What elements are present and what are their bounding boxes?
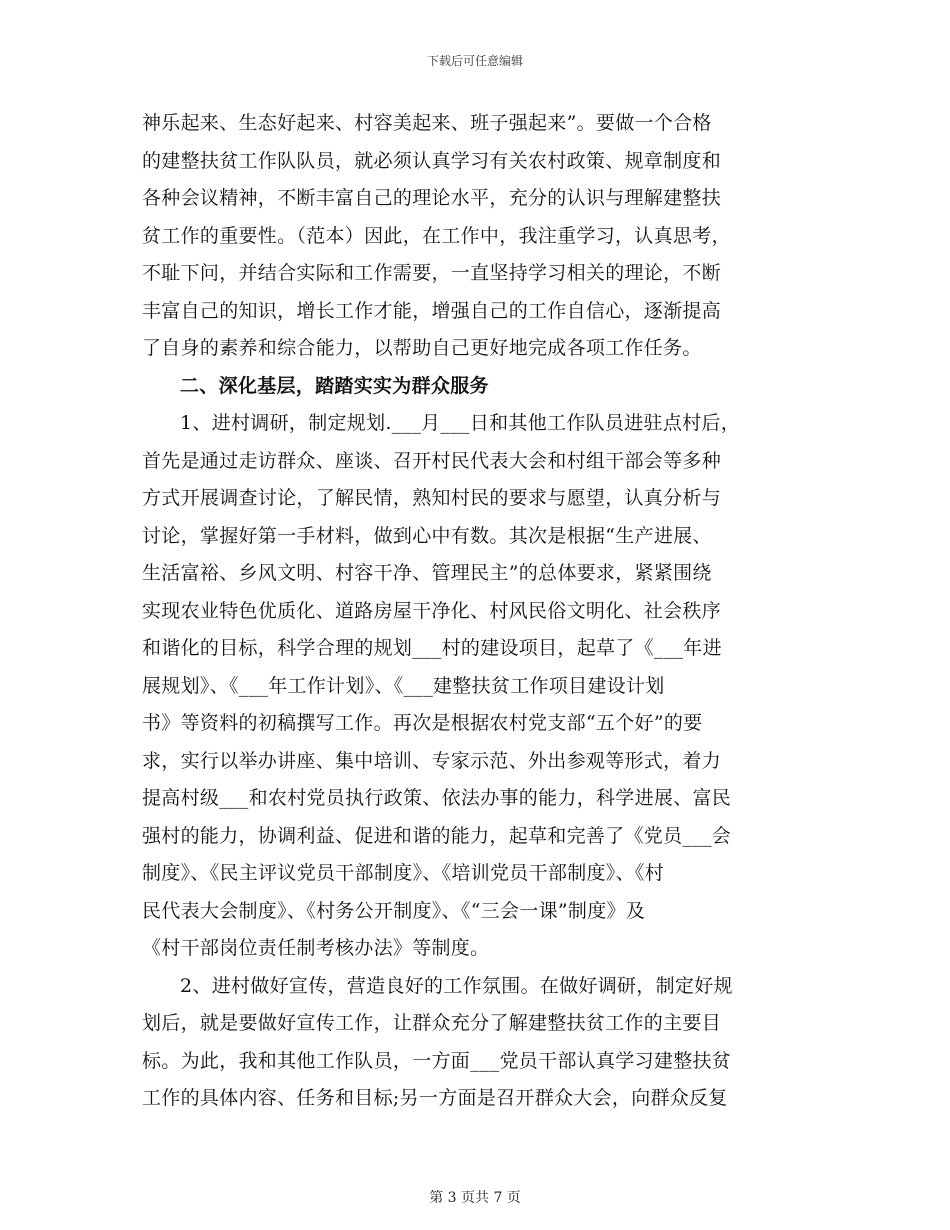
text-line: 讨论，掌握好第一手材料，做到心中有数。其次是根据“生产进展、	[142, 524, 712, 547]
text-line: 了自身的素养和综合能力，以帮助自己更好地完成各项工作任务。	[142, 337, 702, 359]
text-line: 强村的能力，协调利益、促进和谐的能力，起草和完善了《党员___会	[142, 824, 732, 847]
text-line: 《村干部岗位责任制考核办法》等制度。	[142, 937, 490, 959]
text-line: 展规划》、《___年工作计划》、《___建整扶贫工作项目建设计划	[142, 674, 665, 697]
text-line: 不耻下问，并结合实际和工作需要，一直坚持学习相关的理论，不断	[142, 262, 722, 284]
text-line: 神乐起来、生态好起来、村容美起来、班子强起来”。要做一个合格	[142, 112, 712, 134]
text-line: 各种会议精神，不断丰富自己的理论水平，充分的认识与理解建整扶	[142, 187, 722, 209]
text-line: 贫工作的重要性。（范本）因此，在工作中，我注重学习，认真思考，	[142, 224, 731, 247]
paragraph-start-line: 2、进村做好宣传，营造良好的工作氛围。在做好调研，制定好规	[180, 974, 733, 997]
text-line: 方式开展调查讨论，了解民情，熟知村民的要求与愿望，认真分析与	[142, 487, 722, 509]
text-line: 提高村级___和农村党员执行政策、依法办事的能力，科学进展、富民	[142, 787, 732, 809]
text-line: 的建整扶贫工作队队员，就必须认真学习有关农村政策、规章制度和	[142, 149, 722, 172]
text-line: 民代表大会制度》、《村务公开制度》、《“三会一课”制度》及	[142, 899, 646, 922]
text-line: 实现农业特色优质化、道路房屋干净化、村风民俗文明化、社会秩序	[142, 599, 722, 622]
text-line: 书》等资料的初稿撰写工作。再次是根据农村党支部“五个好”的要	[142, 712, 703, 734]
text-line: 求，实行以举办讲座、集中培训、专家示范、外出参观等形式，着力	[142, 749, 722, 772]
text-line: 制度》、《民主评议党员干部制度》、《培训党员干部制度》、《村	[142, 862, 665, 884]
text-line: 生活富裕、乡风文明、村容干净、管理民主”的总体要求，紧紧围绕	[142, 562, 712, 584]
page-header: 下载后可任意编辑	[426, 54, 523, 68]
paragraph-start-line: 1、进村调研，制定规划.___月___日和其他工作队员进驻点村后，	[180, 412, 741, 434]
document-body	[142, 105, 810, 1118]
text-line: 标。为此，我和其他工作队员，一方面___党员干部认真学习建整扶贫	[142, 1049, 732, 1072]
text-line: 和谐化的目标，科学合理的规划___村的建设项目，起草了《___年进	[142, 637, 722, 659]
page-number: 第 3 页共 7 页	[429, 1190, 521, 1206]
text-line: 首先是通过走访群众、座谈、召开村民代表大会和村组干部会等多种	[142, 449, 722, 472]
text-line: 工作的具体内容、任务和目标;另一方面是召开群众大会，向群众反复	[142, 1087, 728, 1109]
text-line: 划后，就是要做好宣传工作，让群众充分了解建整扶贫工作的主要目	[142, 1012, 722, 1034]
text-line: 丰富自己的知识，增长工作才能，增强自己的工作自信心，逐渐提高	[142, 299, 722, 322]
section-heading: 二、深化基层，踏踏实实为群众服务	[180, 374, 489, 397]
